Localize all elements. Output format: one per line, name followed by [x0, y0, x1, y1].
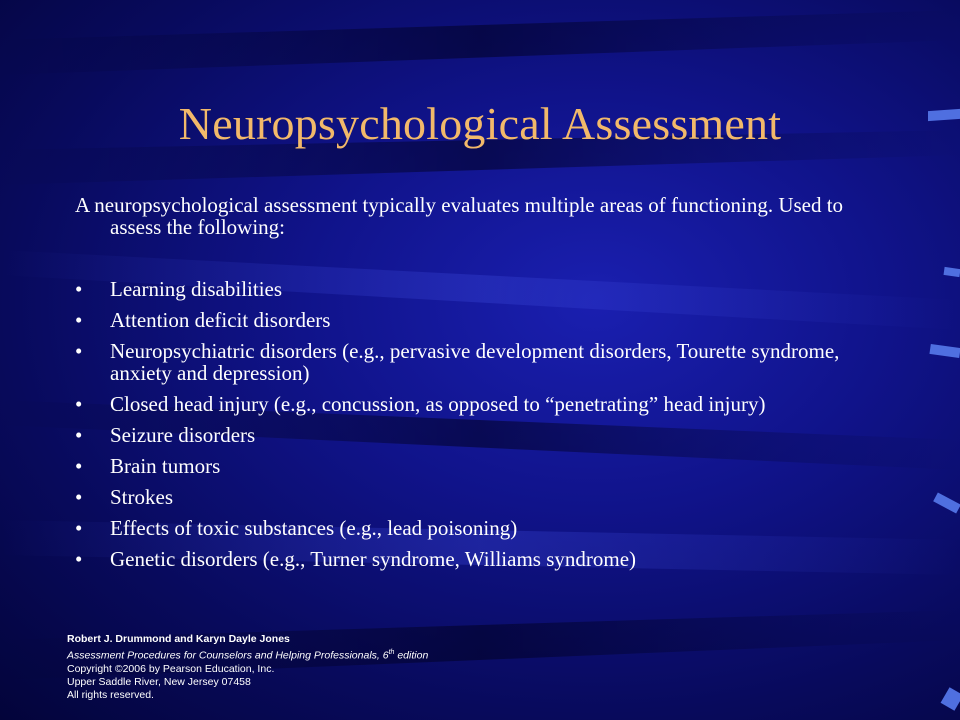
- footer-rights: All rights reserved.: [67, 689, 154, 702]
- footer-copyright: Copyright ©2006 by Pearson Education, Inc.: [67, 662, 275, 675]
- book-title-text: Assessment Procedures for Counselors and Helping Professionals, 6: [67, 649, 389, 662]
- intro-text: A neuropsychological assessment typically evaluates multiple areas of functioning. Used to assess the following:: [75, 193, 844, 239]
- edition-superscript: th: [388, 649, 395, 657]
- bullet-icon: •: [75, 516, 83, 540]
- bullet-icon: •: [75, 454, 83, 478]
- edge-fleck: [933, 492, 960, 513]
- bullet-text: Genetic disorders (e.g., Turner syndrome, Williams syndrome): [110, 547, 637, 571]
- edge-fleck: [929, 344, 960, 358]
- copyright-footer: [67, 633, 428, 703]
- bullet-item: [75, 455, 875, 477]
- bullet-item: [75, 393, 875, 415]
- footer-authors: Robert J. Drummond and Karyn Dayle Jones: [67, 633, 290, 645]
- slide-title: Neuropsychological Assessment: [178, 98, 782, 149]
- bullet-icon: •: [75, 392, 83, 416]
- edge-fleck: [944, 267, 960, 277]
- edge-fleck: [941, 687, 960, 711]
- footer-address: Upper Saddle River, New Jersey 07458: [67, 676, 251, 689]
- bullet-item: [75, 486, 875, 508]
- slide-body: [75, 194, 875, 579]
- bullet-text: Brain tumors: [110, 454, 221, 478]
- bullet-icon: •: [75, 277, 83, 301]
- bullet-text: Closed head injury (e.g., concussion, as opposed to “penetrating” head injury): [110, 392, 766, 416]
- bullet-icon: •: [75, 308, 83, 332]
- bullet-list: [75, 278, 875, 570]
- bullet-icon: •: [75, 547, 83, 571]
- bullet-text: Attention deficit disorders: [110, 308, 331, 332]
- bullet-item: [75, 278, 875, 300]
- bullet-item: [75, 340, 875, 384]
- bullet-item: [75, 424, 875, 446]
- bullet-item: [75, 309, 875, 331]
- bullet-text: Effects of toxic substances (e.g., lead poisoning): [110, 516, 518, 540]
- bullet-icon: •: [75, 485, 83, 509]
- edition-word: edition: [394, 649, 429, 662]
- bullet-text: Seizure disorders: [110, 423, 256, 447]
- bullet-text: Neuropsychiatric disorders (e.g., pervasive development disorders, Tourette syndrome, anxiety and depression): [110, 339, 840, 385]
- bullet-text: Learning disabilities: [110, 277, 283, 301]
- bullet-item: [75, 548, 875, 570]
- footer-book-title: [67, 646, 428, 663]
- bullet-item: [75, 517, 875, 539]
- bullet-icon: •: [75, 339, 83, 363]
- bullet-text: Strokes: [110, 485, 173, 509]
- bullet-icon: •: [75, 423, 83, 447]
